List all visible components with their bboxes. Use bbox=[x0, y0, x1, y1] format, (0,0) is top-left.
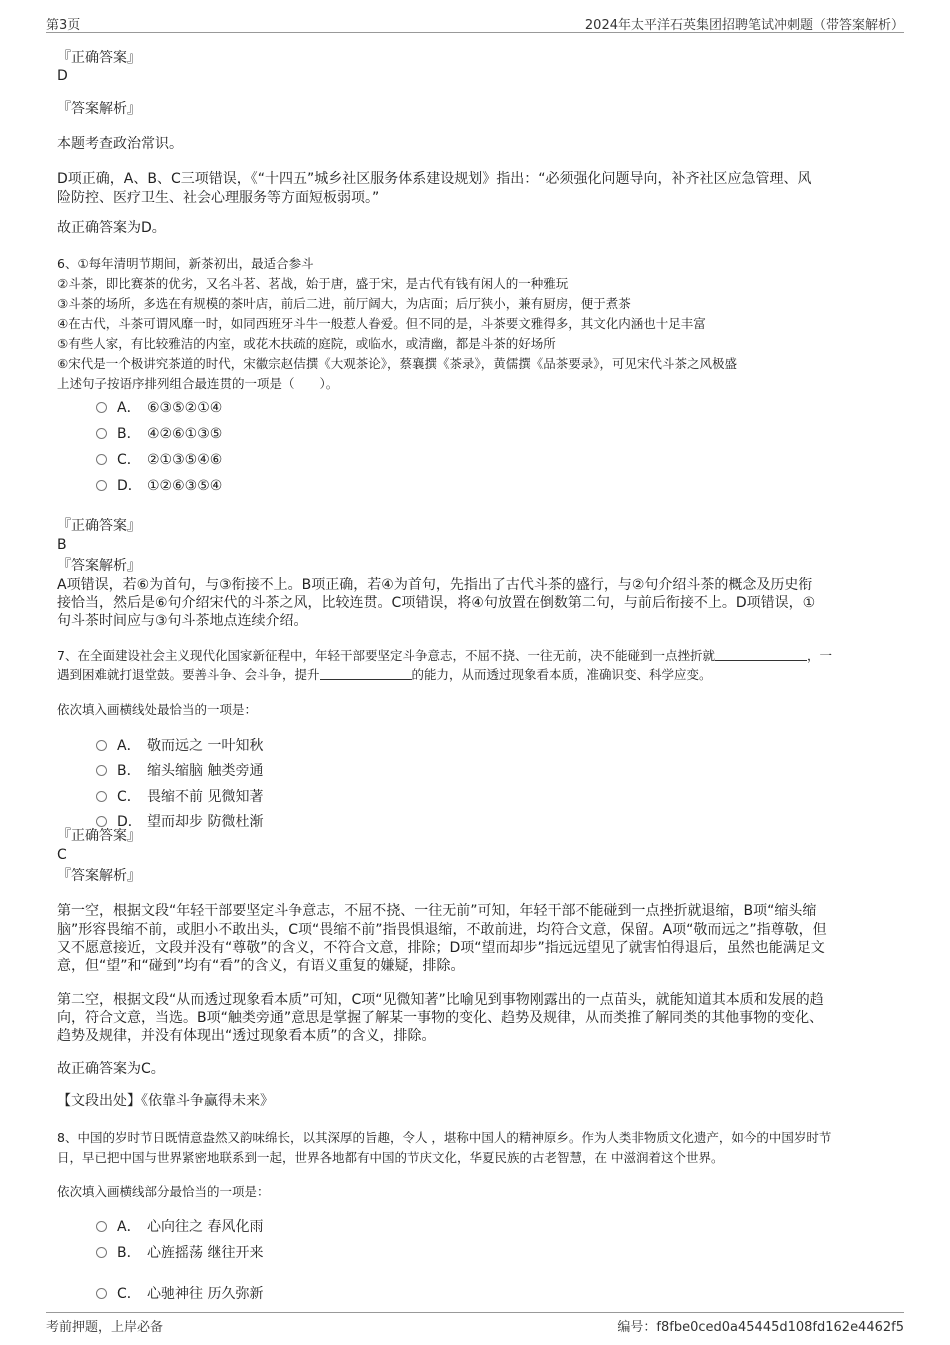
q6-stem-line: ⑤有些人家，有比较雅洁的内室，或花木扶疏的庭院，或临水，或清幽，都是斗茶的好场所 bbox=[57, 336, 556, 351]
q7-answer-label: 『正确答案』 bbox=[57, 828, 141, 844]
q7-analysis-line: 又不愿意接近，文段并没有“尊敬”的含义，不符合文意，排除；D项“望而却步”指远远望见了就害怕得退后，虽然也能满足文 bbox=[57, 940, 825, 956]
q8-option-c[interactable]: C． 心驰神往 历久弥新 bbox=[96, 1284, 263, 1304]
radio-button[interactable] bbox=[96, 1288, 107, 1299]
q7-source: 【文段出处】《依靠斗争赢得未来》 bbox=[57, 1093, 274, 1109]
q6-analysis-line: 句斗茶时间应与③句斗茶地点连续介绍。 bbox=[57, 613, 308, 629]
q7-option-d[interactable]: D． 望而却步 防微杜渐 bbox=[96, 812, 263, 832]
radio-button[interactable] bbox=[96, 1247, 107, 1258]
q5-analysis-line: D项正确，A、B、C三项错误，《“十四五”城乡社区服务体系建设规划》指出：“必须强化问题导向，补齐社区应急管理、风 bbox=[57, 171, 812, 187]
q7-conclusion: 故正确答案为C。 bbox=[57, 1061, 165, 1077]
q6-stem-line: ⑥宋代是一个极讲究茶道的时代，宋徽宗赵佶撰《大观茶论》，蔡襄撰《茶录》，黄儒撰《品茶要录》，可见宋代斗茶之风极盛 bbox=[57, 356, 737, 371]
q7-analysis-line: 第二空，根据文段“从而透过现象看本质”可知，C项“见微知著”比喻见到事物刚露出的一点苗头，就能知道其本质和发展的趋 bbox=[57, 992, 824, 1008]
q7-option-a[interactable]: A． 敬而远之 一叶知秋 bbox=[96, 736, 263, 756]
q8-option-b[interactable]: B． 心旌摇荡 继往开来 bbox=[96, 1243, 263, 1263]
q6-answer: B bbox=[57, 537, 67, 553]
footer-slogan: 考前押题，上岸必备 bbox=[46, 1320, 164, 1335]
q6-stem-line: ②斗茶，即比赛茶的优劣，又名斗茗、茗战，始于唐，盛于宋，是古代有钱有闲人的一种雅玩 bbox=[57, 276, 569, 291]
q7-analysis-line: 脑”形容畏缩不前，或胆小不敢出头，C项“畏缩不前”指畏惧退缩，不敢前进，均符合文意，保留。A项“敬而远之”指尊敬，但 bbox=[57, 922, 827, 938]
q7-question-prompt: 依次填入画横线处最恰当的一项是： bbox=[57, 702, 258, 717]
q6-stem-line: ③斗茶的场所，多选在有规模的茶叶店，前后二进，前厅阔大，为店面；后厅狭小，兼有厨房，便于煮茶 bbox=[57, 296, 631, 311]
q5-answer: D bbox=[57, 68, 68, 84]
q7-answer: C bbox=[57, 847, 67, 863]
radio-button[interactable] bbox=[96, 1221, 107, 1232]
q5-analysis-text: 本题考查政治常识。 bbox=[57, 136, 183, 152]
q8-question-prompt: 依次填入画横线部分最恰当的一项是： bbox=[57, 1184, 270, 1199]
q7-stem-line: 7、在全面建设社会主义现代化国家新征程中，年轻干部要坚定斗争意志，不屈不挠、一往无前，决不能碰到一点挫折就 ，一 bbox=[57, 648, 832, 663]
q5-conclusion: 故正确答案为D。 bbox=[57, 220, 166, 236]
q7-analysis-label: 『答案解析』 bbox=[57, 868, 141, 884]
q7-option-b[interactable]: B． 缩头缩脑 触类旁通 bbox=[96, 761, 263, 781]
q6-option-d[interactable]: D． ①②⑥③⑤④ bbox=[96, 476, 222, 496]
q6-option-c[interactable]: C． ②①③⑤④⑥ bbox=[96, 450, 222, 470]
q8-stem-line: 日，早已把中国与世界紧密地联系到一起，世界各地都有中国的节庆文化，华夏民族的古老智慧，在 中滋润着这个世界。 bbox=[57, 1150, 724, 1165]
q5-analysis-label: 『答案解析』 bbox=[57, 101, 141, 117]
q6-stem-line: ④在古代，斗茶可谓风靡一时，如同西班牙斗牛一般惹人眷爱。但不同的是，斗茶要文雅得多，其文化内涵也十足丰富 bbox=[57, 316, 706, 331]
q7-analysis-line: 向，符合文意，当选。B项“触类旁通”意思是掌握了解某一事物的变化、趋势及规律，从而类推了解同类的其他事物的变化、 bbox=[57, 1010, 824, 1026]
fill-blank bbox=[715, 648, 807, 661]
radio-button[interactable] bbox=[96, 402, 107, 413]
radio-button[interactable] bbox=[96, 454, 107, 465]
radio-button[interactable] bbox=[96, 765, 107, 776]
q6-option-a[interactable]: A． ⑥③⑤②①④ bbox=[96, 398, 222, 418]
q7-analysis-line: 第一空，根据文段“年轻干部要坚定斗争意志，不屈不挠、一往无前”可知，年轻干部不能碰到一点挫折就退缩，B项“缩头缩 bbox=[57, 903, 817, 919]
q8-option-a[interactable]: A． 心向往之 春风化雨 bbox=[96, 1217, 263, 1237]
radio-button[interactable] bbox=[96, 480, 107, 491]
q6-analysis-line: 接恰当，然后是⑥句介绍宋代的斗茶之风，比较连贯。C项错误，将④句放置在倒数第二句，与前后衔接不上。D项错误，① bbox=[57, 595, 816, 611]
radio-button[interactable] bbox=[96, 791, 107, 802]
q7-stem-line: 遇到困难就打退堂鼓。要善斗争、会斗争，提升 的能力，从而透过现象看本质，准确识变、科学应变。 bbox=[57, 667, 712, 682]
document-id: 编号：f8fbe0ced0a45445d108fd162e4462f5 bbox=[617, 1320, 904, 1335]
page-footer bbox=[46, 1312, 904, 1335]
q7-option-c[interactable]: C． 畏缩不前 见微知著 bbox=[96, 787, 263, 807]
page-header bbox=[46, 12, 904, 33]
q7-analysis-line: 意，但“望”和“碰到”均有“看”的含义，有语义重复的嫌疑，排除。 bbox=[57, 958, 465, 974]
page-number: 第3页 bbox=[46, 18, 81, 33]
q6-option-b[interactable]: B． ④②⑥①③⑤ bbox=[96, 424, 222, 444]
document-title: 2024年太平洋石英集团招聘笔试冲刺题（带答案解析） bbox=[584, 18, 904, 33]
q7-analysis-line: 趋势及规律，并没有体现出“透过现象看本质”的含义，排除。 bbox=[57, 1028, 436, 1044]
q6-question-prompt: 上述句子按语序排列组合最连贯的一项是（ ）。 bbox=[57, 376, 339, 391]
q6-stem-line: 6、①每年清明节期间，新茶初出，最适合参斗 bbox=[57, 256, 314, 271]
fill-blank bbox=[320, 667, 412, 680]
radio-button[interactable] bbox=[96, 428, 107, 439]
radio-button[interactable] bbox=[96, 740, 107, 751]
q5-analysis-line: 险防控、医疗卫生、社会心理服务等方面短板弱项。” bbox=[57, 190, 380, 206]
q6-answer-label: 『正确答案』 bbox=[57, 518, 141, 534]
q5-answer-label: 『正确答案』 bbox=[57, 50, 141, 66]
q6-analysis-label: 『答案解析』 bbox=[57, 558, 141, 574]
q6-analysis-line: A项错误，若⑥为首句，与③衔接不上。B项正确，若④为首句，先指出了古代斗茶的盛行，与②句介绍斗茶的概念及历史衔 bbox=[57, 577, 813, 593]
q8-stem-line: 8、中国的岁时节日既情意盎然又韵味绵长，以其深厚的旨趣，令人 ，堪称中国人的精神原乡。作为人类非物质文化遗产，如今的中国岁时节 bbox=[57, 1130, 832, 1145]
